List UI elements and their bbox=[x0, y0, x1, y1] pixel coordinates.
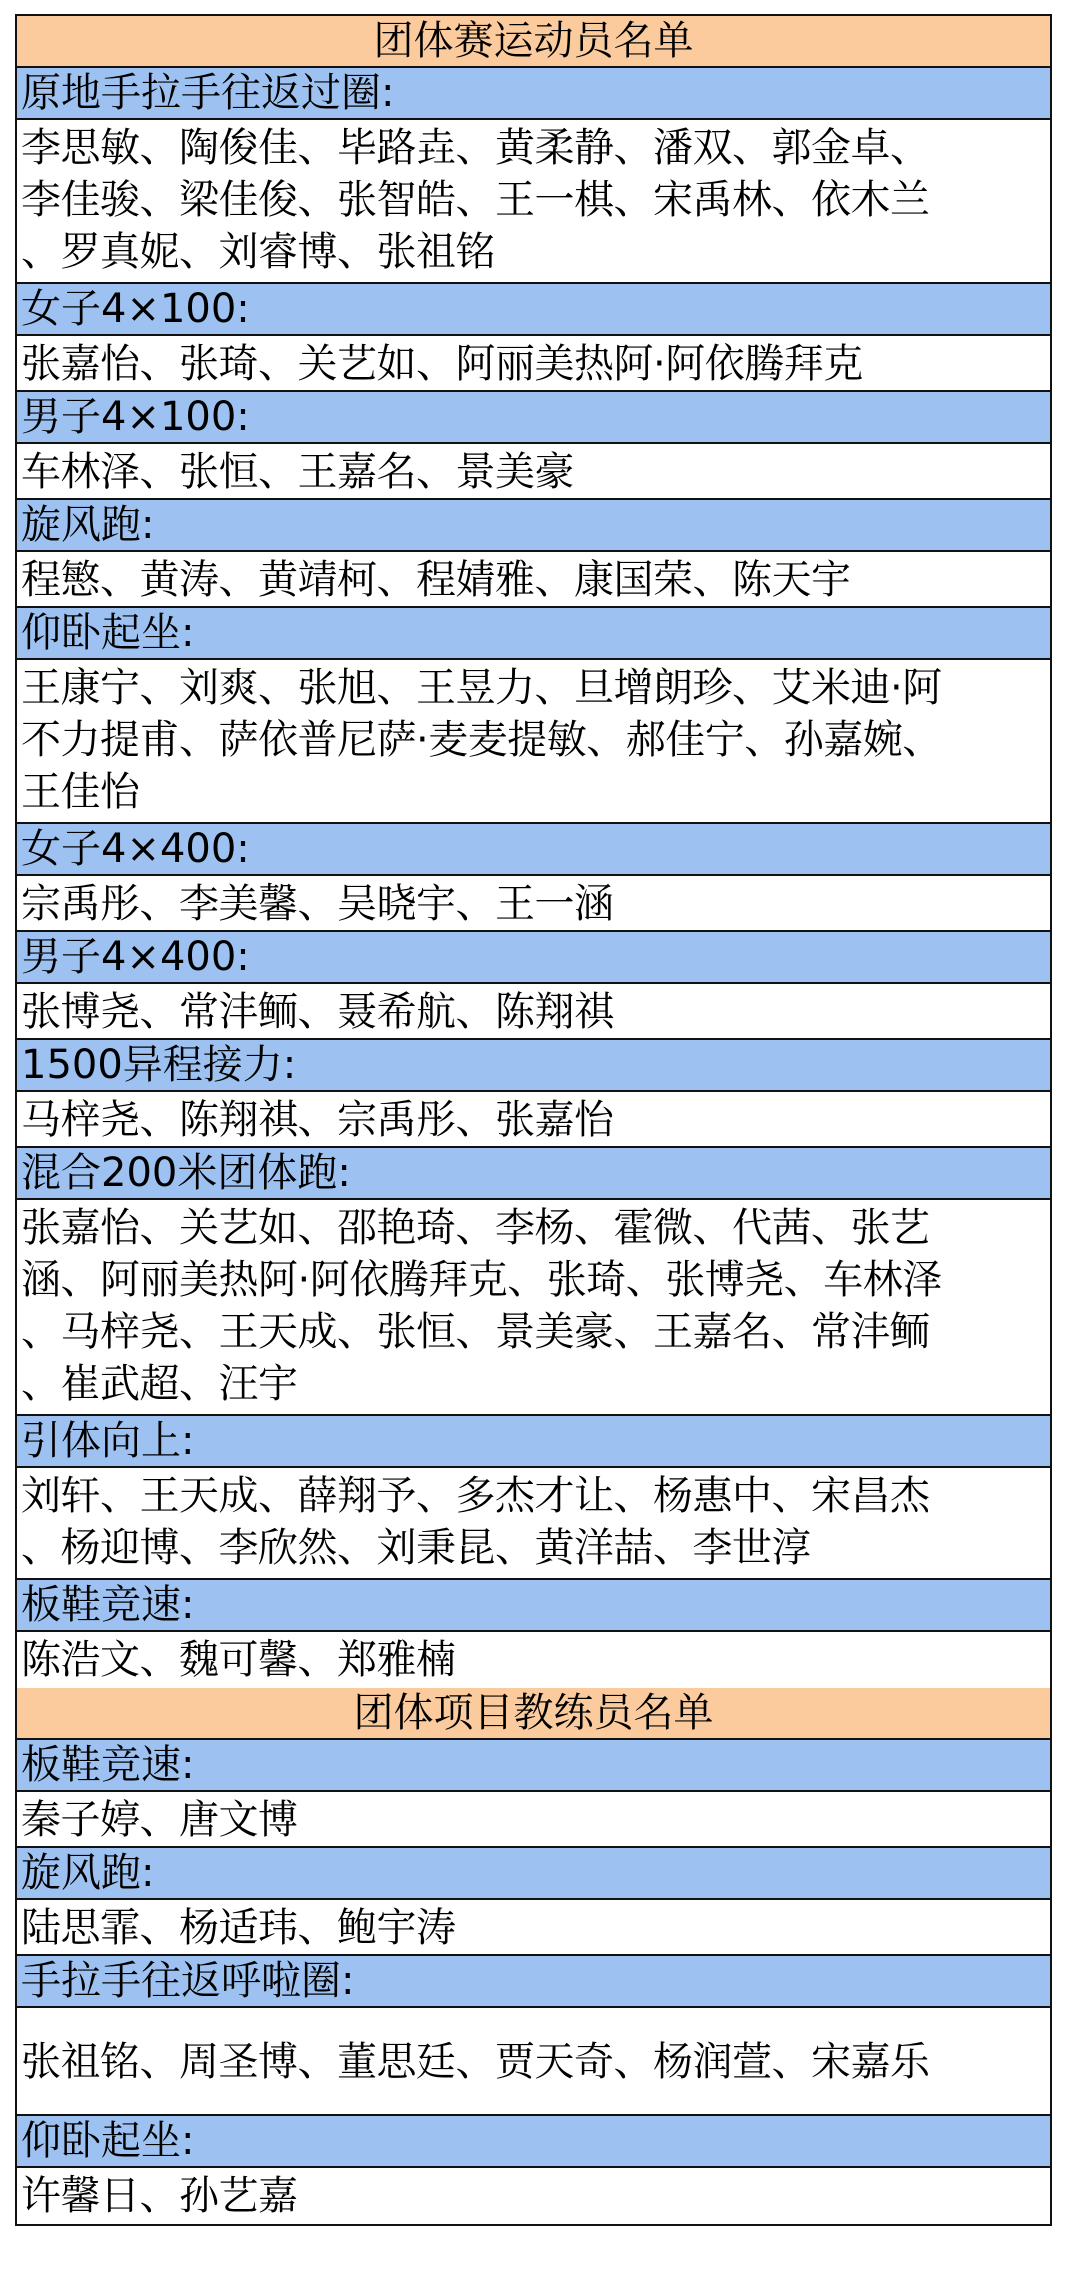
names-line: 张嘉怡、关艺如、邵艳琦、李杨、霍微、代茜、张艺 bbox=[21, 1205, 930, 1251]
names-cell bbox=[17, 1092, 1050, 1148]
names-cell bbox=[17, 984, 1050, 1040]
category-label: 旋风跑: bbox=[17, 1848, 1050, 1900]
names-cell bbox=[17, 1900, 1050, 1956]
names-line: 、崔武超、汪宇 bbox=[21, 1361, 298, 1407]
names-cell bbox=[17, 660, 1050, 824]
names-line: 王康宁、刘爽、张旭、王昱力、旦增朗珍、艾米迪·阿 bbox=[21, 665, 942, 711]
category-label: 男子4×100: bbox=[17, 392, 1050, 444]
category-label: 1500异程接力: bbox=[17, 1040, 1050, 1092]
names-cell bbox=[17, 876, 1050, 932]
names-cell bbox=[17, 1632, 1050, 1688]
names-cell bbox=[17, 2008, 1050, 2116]
category-label: 板鞋竞速: bbox=[17, 1740, 1050, 1792]
names-line: 、罗真妮、刘睿博、张祖铭 bbox=[21, 229, 495, 275]
athletes-section bbox=[17, 68, 1050, 1688]
names-line: 张博尧、常沣鲕、聂希航、陈翔祺 bbox=[21, 989, 614, 1035]
names-line: 、杨迎博、李欣然、刘秉昆、黄洋喆、李世淳 bbox=[21, 1525, 811, 1571]
names-cell bbox=[17, 1792, 1050, 1848]
names-line: 张嘉怡、张琦、关艺如、阿丽美热阿·阿依腾拜克 bbox=[21, 341, 863, 387]
names-line: 许馨日、孙艺嘉 bbox=[21, 2173, 298, 2219]
names-line: 马梓尧、陈翔祺、宗禹彤、张嘉怡 bbox=[21, 1097, 614, 1143]
names-line: 李佳骏、梁佳俊、张智皓、王一棋、宋禹林、依木兰 bbox=[21, 177, 930, 223]
category-label: 仰卧起坐: bbox=[17, 608, 1050, 660]
names-line: 车林泽、张恒、王嘉名、景美豪 bbox=[21, 449, 574, 495]
category-label: 引体向上: bbox=[17, 1416, 1050, 1468]
names-line: 陆思霏、杨适玮、鲍宇涛 bbox=[21, 1905, 456, 1951]
names-cell bbox=[17, 552, 1050, 608]
category-label: 原地手拉手往返过圈: bbox=[17, 68, 1050, 120]
names-cell bbox=[17, 1200, 1050, 1416]
names-line: 李思敏、陶俊佳、毕路垚、黄柔静、潘双、郭金卓、 bbox=[21, 125, 930, 171]
category-label: 混合200米团体跑: bbox=[17, 1148, 1050, 1200]
names-line: 、马梓尧、王天成、张恒、景美豪、王嘉名、常沣鲕 bbox=[21, 1309, 930, 1355]
names-line: 程慜、黄涛、黄靖柯、程婧雅、康国荣、陈天宇 bbox=[21, 557, 851, 603]
category-label: 女子4×100: bbox=[17, 284, 1050, 336]
category-label: 仰卧起坐: bbox=[17, 2116, 1050, 2168]
names-line: 不力提甫、萨依普尼萨·麦麦提敏、郝佳宁、孙嘉婉、 bbox=[21, 717, 942, 763]
names-cell bbox=[17, 2168, 1050, 2224]
athletes-title: 团体赛运动员名单 bbox=[17, 16, 1050, 68]
coaches-section bbox=[17, 1740, 1050, 2224]
roster-table bbox=[15, 14, 1052, 2226]
names-line: 陈浩文、魏可馨、郑雅楠 bbox=[21, 1637, 456, 1683]
category-label: 手拉手往返呼啦圈: bbox=[17, 1956, 1050, 2008]
names-cell bbox=[17, 1468, 1050, 1580]
category-label: 男子4×400: bbox=[17, 932, 1050, 984]
names-line: 秦子婷、唐文博 bbox=[21, 1797, 298, 1843]
category-label: 板鞋竞速: bbox=[17, 1580, 1050, 1632]
names-cell bbox=[17, 444, 1050, 500]
names-cell bbox=[17, 120, 1050, 284]
names-line: 张祖铭、周圣博、董思廷、贾天奇、杨润萱、宋嘉乐 bbox=[21, 2039, 930, 2085]
names-line: 王佳怡 bbox=[21, 769, 140, 815]
names-cell bbox=[17, 336, 1050, 392]
category-label: 女子4×400: bbox=[17, 824, 1050, 876]
names-line: 涵、阿丽美热阿·阿依腾拜克、张琦、张博尧、车林泽 bbox=[21, 1257, 942, 1303]
category-label: 旋风跑: bbox=[17, 500, 1050, 552]
names-line: 刘轩、王天成、薛翔予、多杰才让、杨惠中、宋昌杰 bbox=[21, 1473, 930, 1519]
coaches-title: 团体项目教练员名单 bbox=[17, 1688, 1050, 1740]
names-line: 宗禹彤、李美馨、吴晓宇、王一涵 bbox=[21, 881, 614, 927]
